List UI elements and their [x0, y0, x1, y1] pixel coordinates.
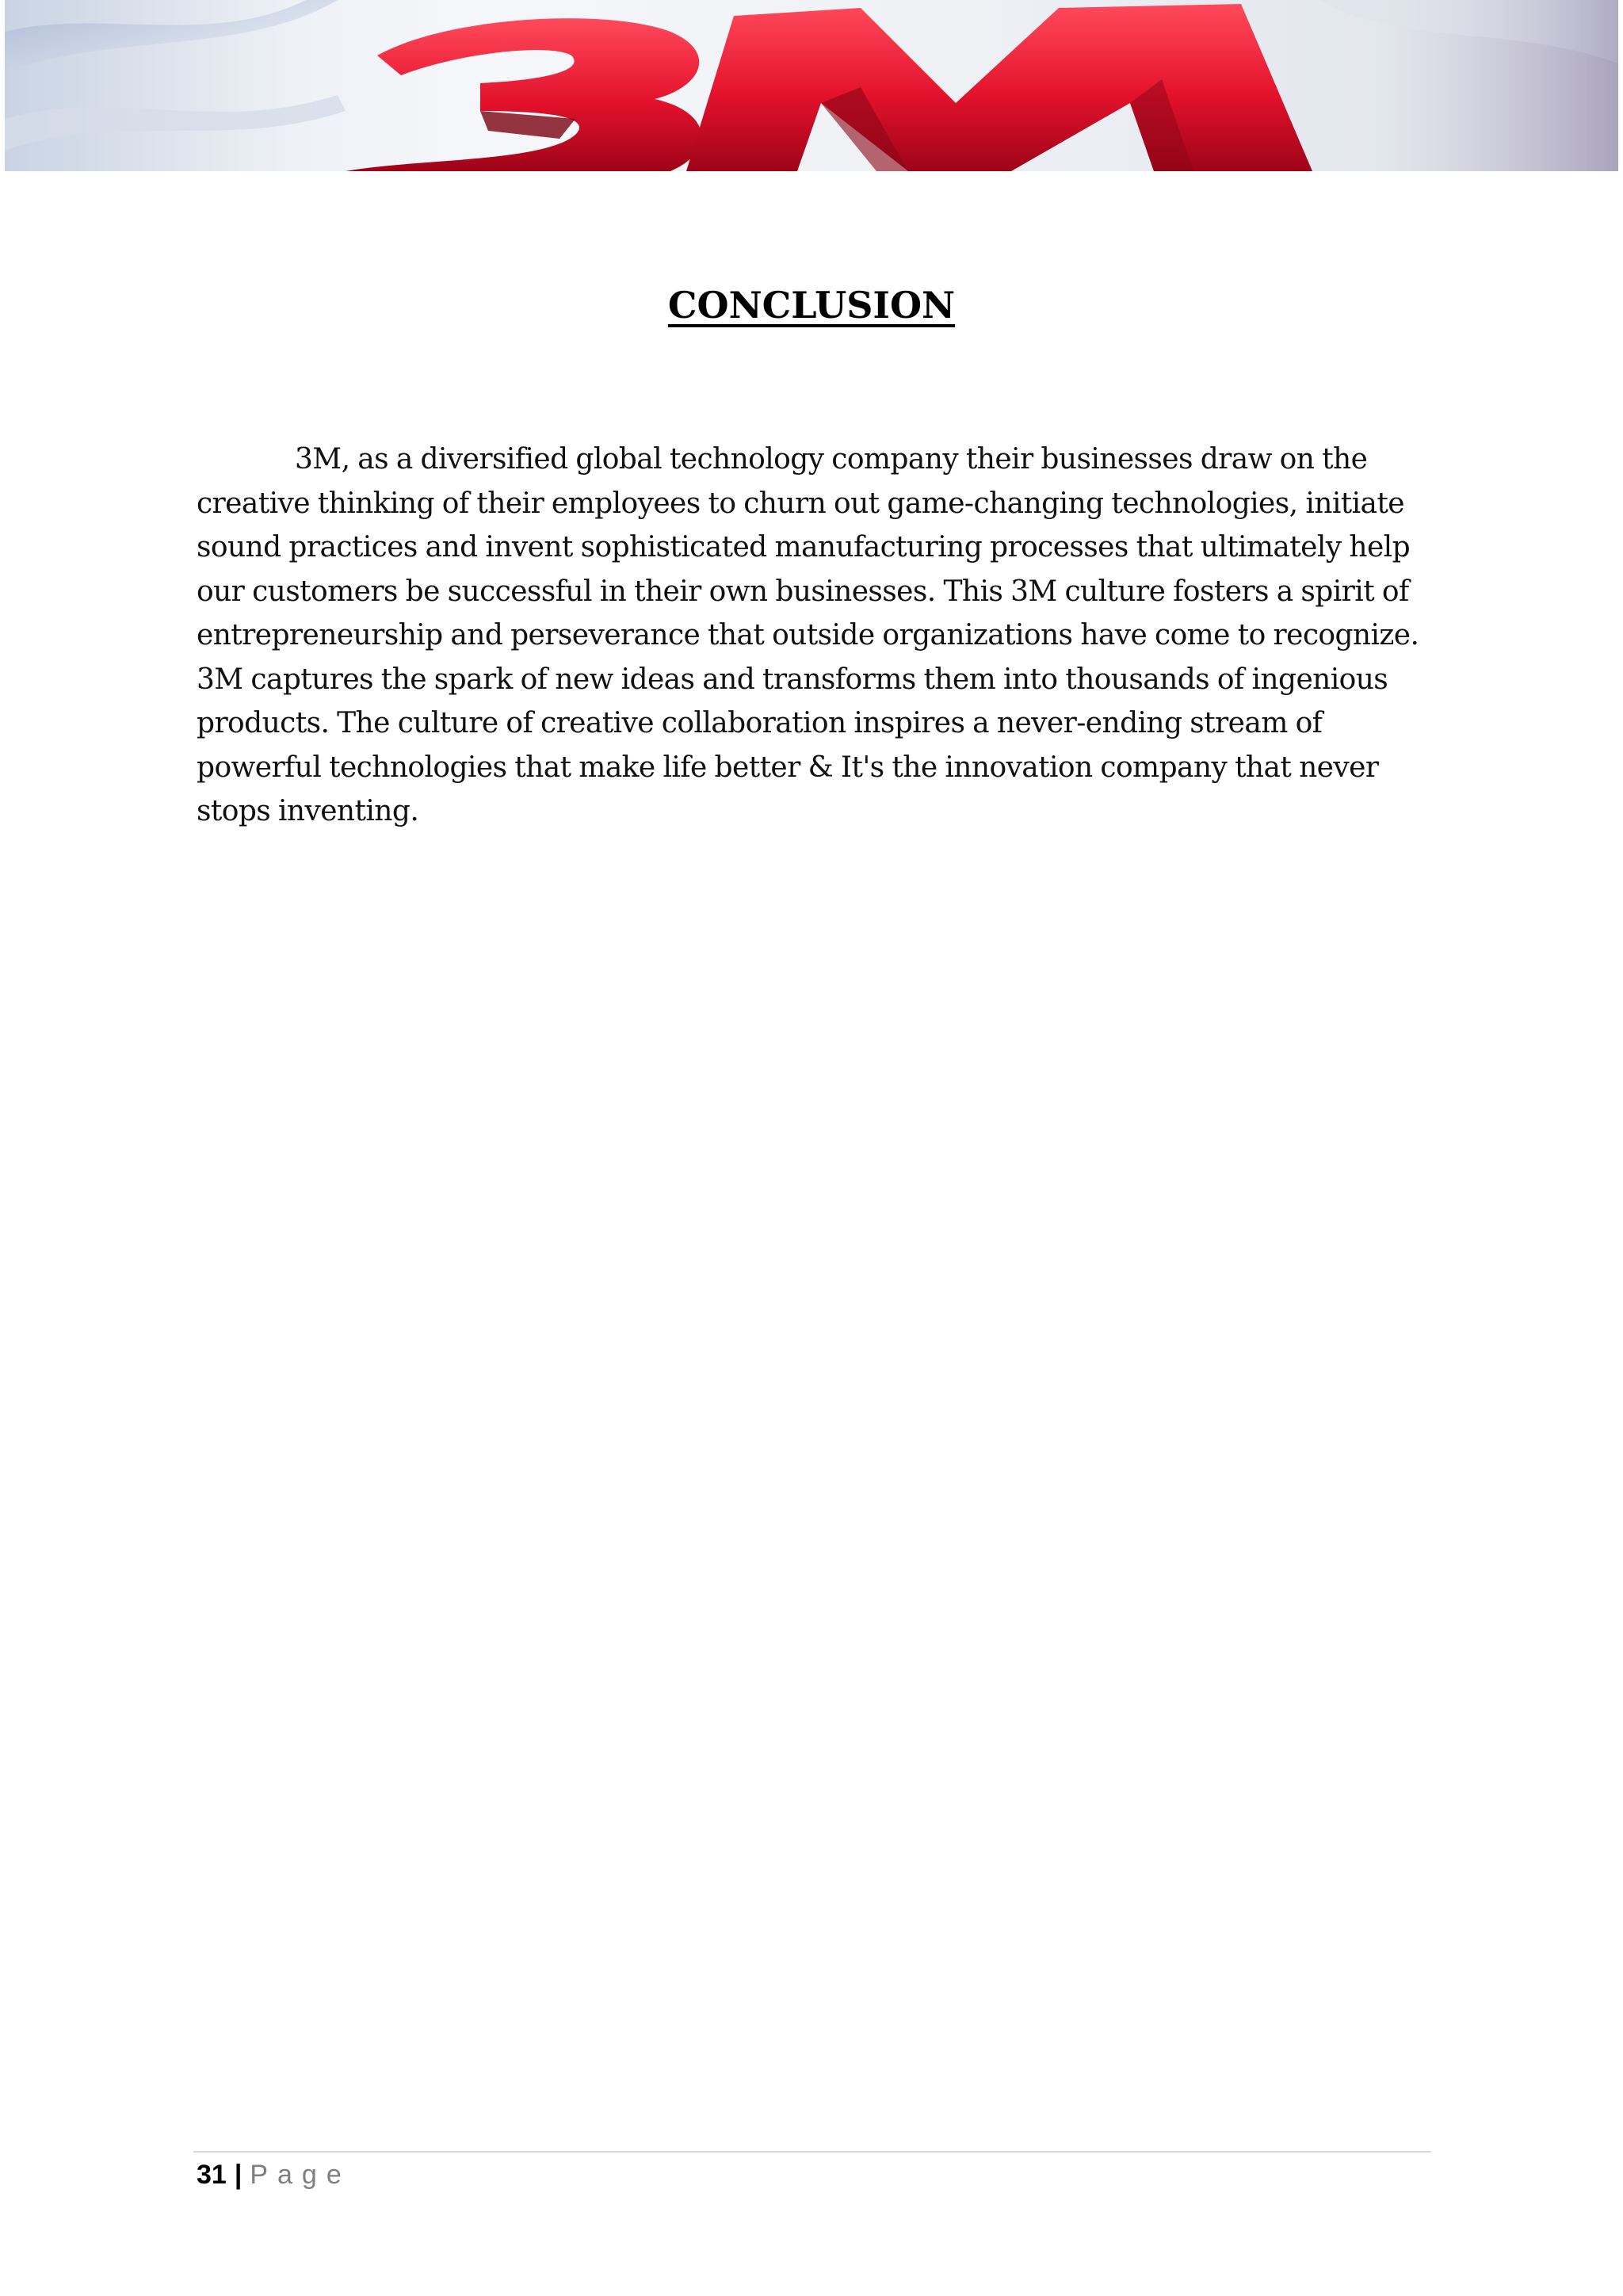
3m-logo-image	[5, 0, 1618, 171]
footer-separator: |	[234, 2160, 242, 2190]
conclusion-paragraph: 3M, as a diversified global technology company their businesses draw on the creative thinking of their employees to churn out game-changing technologies, initiate sound practices and invent sophisticated manufacturing processes that ultimately help our customers be successful in their own businesses. This 3M culture fosters a spirit of entrepreneurship and perseverance that outside organizations have come to recognize. 3M captures the spark of new ideas and transforms them into thousands of ingenious products. The culture of creative collaboration inspires a never-ending stream of powerful technologies that make life better & It's the innovation company that never stops inventing.	[197, 443, 1419, 827]
page-footer	[197, 2156, 351, 2194]
header-banner-image	[5, 0, 1618, 171]
footer-divider	[193, 2151, 1431, 2153]
page-title: CONCLUSION	[667, 284, 956, 327]
page-number: 31	[197, 2160, 227, 2190]
page-label: Page	[250, 2160, 351, 2190]
